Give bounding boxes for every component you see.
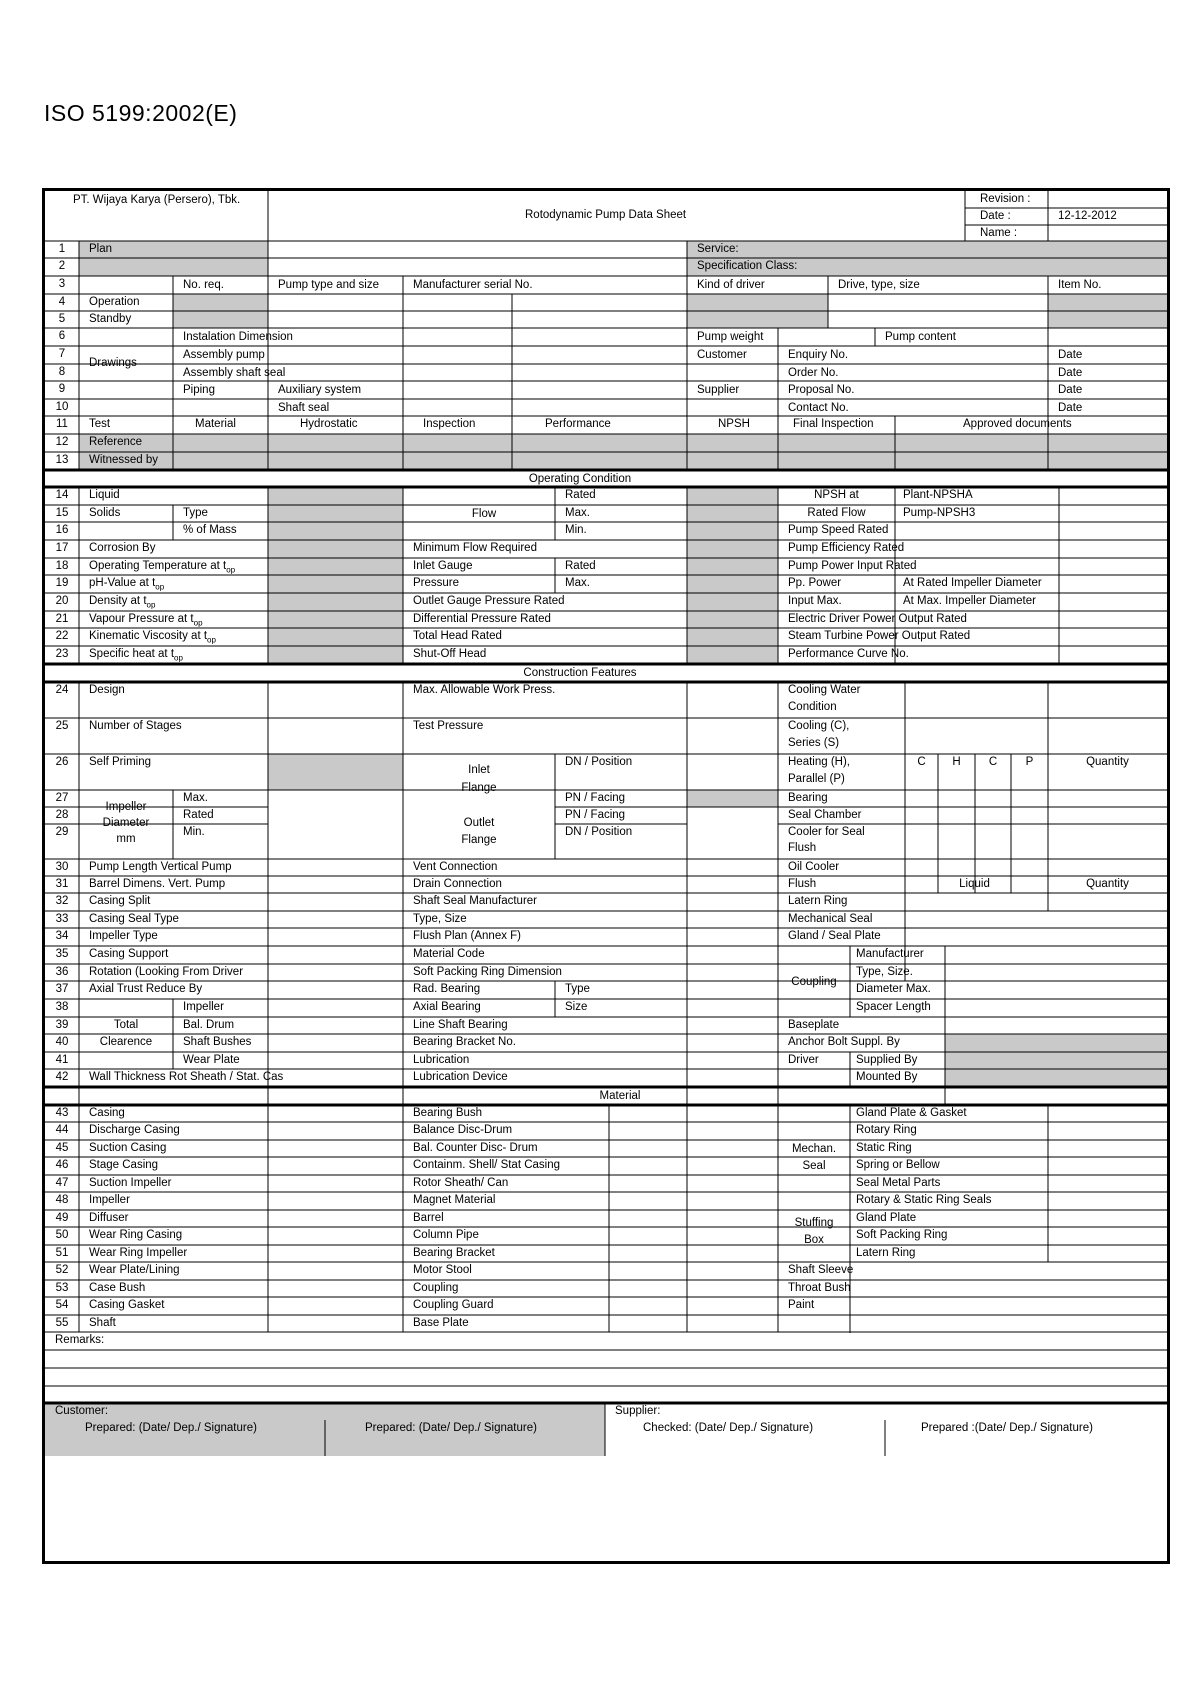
field-label: Material — [599, 1090, 641, 1102]
field-label: Service: — [697, 243, 739, 255]
field-label: Operation — [89, 296, 140, 308]
field-label: Piping — [183, 384, 215, 396]
field-label — [89, 559, 235, 577]
field-label: Steam Turbine Power Output Rated — [788, 630, 971, 642]
field-label: Wear Ring Impeller — [89, 1247, 188, 1259]
field-label: NPSH — [718, 418, 750, 430]
row-number: 48 — [55, 1194, 69, 1206]
field-label: Flush — [788, 842, 817, 854]
field-label: Mechanical Seal — [788, 913, 873, 925]
row-number: 39 — [55, 1019, 69, 1031]
shaded-cell — [79, 434, 1167, 470]
field-label: Box — [804, 1234, 824, 1246]
field-label: Hydrostatic — [300, 418, 358, 430]
field-label: Shaft seal — [278, 402, 330, 414]
row-number: 25 — [55, 720, 69, 732]
row-number: 51 — [55, 1247, 69, 1259]
label-text: Vapour Pressure at t — [89, 613, 194, 625]
field-label: Suction Impeller — [89, 1177, 172, 1189]
field-label: Pump-NPSH3 — [903, 507, 976, 519]
document-standard: ISO 5199:2002(E) — [44, 100, 238, 126]
field-label: Plan — [89, 243, 113, 255]
row-number: 44 — [55, 1124, 69, 1136]
field-label: Casing Support — [89, 948, 169, 960]
row-number: 33 — [55, 913, 69, 925]
shaded-cell — [687, 790, 778, 807]
field-label: Reference — [89, 436, 143, 448]
shaded-cell — [173, 294, 268, 328]
field-label: DN / Position — [565, 826, 633, 838]
field-label: Shut-Off Head — [413, 648, 487, 660]
field-label: H — [952, 756, 961, 768]
field-label: Vent Connection — [413, 861, 498, 873]
field-label: Contact No. — [788, 402, 849, 414]
row-number: 11 — [56, 418, 68, 430]
field-label: Differential Pressure Rated — [413, 613, 551, 625]
row-number: 49 — [55, 1212, 69, 1224]
field-label: Standby — [89, 313, 132, 325]
field-label: Flush — [788, 878, 817, 890]
field-label: Pump weight — [697, 331, 764, 343]
field-label: Cooling Water — [788, 684, 861, 696]
shaded-cell — [687, 487, 778, 664]
field-label: Pump content — [885, 331, 956, 343]
label-text: Density at t — [89, 595, 147, 607]
field-label: Assembly shaft seal — [183, 367, 286, 379]
field-label: Diameter — [102, 817, 150, 829]
field-label: NPSH at — [814, 489, 859, 501]
field-label: Wear Plate — [183, 1054, 240, 1066]
field-label: 12-12-2012 — [1058, 210, 1117, 222]
field-label: Type, Size — [413, 913, 467, 925]
field-label: Spacer Length — [856, 1001, 931, 1013]
field-label — [89, 576, 164, 594]
field-label: Plant-NPSHA — [903, 489, 973, 501]
field-label — [89, 647, 183, 665]
field-label: Clearence — [99, 1036, 153, 1048]
field-label: Min. — [565, 524, 587, 536]
field-label: Witnessed by — [89, 454, 159, 466]
field-label: Lubrication Device — [413, 1071, 508, 1083]
row-number: 18 — [55, 560, 69, 572]
row-number: 32 — [55, 895, 69, 907]
subscript-op: op — [193, 618, 203, 628]
row-number: 7 — [58, 348, 66, 360]
row-number: 21 — [55, 613, 69, 625]
field-label: Impeller — [183, 1001, 224, 1013]
shaded-cell — [945, 1034, 1167, 1087]
field-label: Rotary Ring — [856, 1124, 917, 1136]
field-label: Quantity — [1086, 756, 1129, 768]
row-number: 38 — [55, 1001, 69, 1013]
field-label: Impeller — [89, 1194, 130, 1206]
field-label: PT. Wijaya Karya (Persero), Tbk. — [73, 194, 241, 206]
field-label: Rated — [565, 489, 596, 501]
field-label: Max. — [565, 507, 590, 519]
field-label: Axial Bearing — [413, 1001, 481, 1013]
field-label: Static Ring — [856, 1142, 912, 1154]
row-number: 6 — [58, 330, 66, 342]
field-label: Mounted By — [856, 1071, 918, 1083]
field-label: Test — [89, 418, 111, 430]
field-label — [89, 629, 216, 647]
row-number: 52 — [55, 1264, 69, 1276]
field-label: Balance Disc-Drum — [413, 1124, 513, 1136]
row-number: 45 — [55, 1142, 69, 1154]
field-label: Type — [565, 983, 590, 995]
row-number: 9 — [58, 383, 66, 395]
row-number: 12 — [55, 436, 69, 448]
field-label: Bearing Bracket — [413, 1247, 495, 1259]
field-label: Electric Driver Power Output Rated — [788, 613, 967, 625]
field-label: Liquid — [959, 878, 990, 890]
field-label: Rated — [183, 809, 214, 821]
row-number: 30 — [55, 861, 69, 873]
field-label: Shaft Bushes — [183, 1036, 252, 1048]
field-label: Stage Casing — [89, 1159, 159, 1171]
field-label: Assembly pump — [183, 349, 265, 361]
row-number: 40 — [55, 1036, 69, 1048]
field-label: At Max. Impeller Diameter — [903, 595, 1036, 607]
field-label: Design — [89, 684, 125, 696]
field-label: Customer — [697, 349, 747, 361]
field-label: Instalation Dimension — [183, 331, 293, 343]
row-number: 14 — [55, 489, 69, 501]
field-label: Rated — [565, 560, 596, 572]
field-label: Cooler for Seal — [788, 826, 865, 838]
row-number: 8 — [58, 366, 66, 378]
field-label: Impeller — [105, 801, 147, 813]
row-number: 4 — [58, 296, 66, 308]
field-label: Discharge Casing — [89, 1124, 180, 1136]
field-label: Wall Thickness Rot Sheath / Stat. Cas — [89, 1071, 284, 1083]
row-number: 55 — [55, 1317, 69, 1329]
field-label: At Rated Impeller Diameter — [903, 577, 1042, 589]
field-label: Gland / Seal Plate — [788, 930, 881, 942]
row-number: 46 — [55, 1159, 69, 1171]
field-label: Material — [195, 418, 236, 430]
field-label: Quantity — [1086, 878, 1129, 890]
field-label: Prepared: (Date/ Dep./ Signature) — [85, 1422, 257, 1434]
field-label: Bearing Bracket No. — [413, 1036, 516, 1048]
field-label: Casing Seal Type — [89, 913, 179, 925]
field-label: Pressure — [413, 577, 460, 589]
row-number: 41 — [55, 1054, 69, 1066]
row-number: 54 — [55, 1299, 69, 1311]
field-label: Driver — [788, 1054, 819, 1066]
field-label: Casing Gasket — [89, 1299, 165, 1311]
field-label: Size — [565, 1001, 588, 1013]
field-label: % of Mass — [183, 524, 237, 536]
field-label: Max. — [183, 792, 208, 804]
field-label: Prepared :(Date/ Dep./ Signature) — [921, 1422, 1093, 1434]
row-number: 28 — [55, 809, 69, 821]
field-label: Stuffing — [794, 1217, 834, 1229]
row-number: 26 — [55, 756, 69, 768]
field-label: Flange — [461, 782, 497, 794]
field-label: Type — [183, 507, 208, 519]
field-label: Mechan. — [791, 1142, 837, 1155]
row-number: 3 — [58, 278, 66, 290]
field-label: Wear Ring Casing — [89, 1229, 183, 1241]
row-number: 50 — [55, 1229, 69, 1241]
field-label: Rotodynamic Pump Data Sheet — [525, 209, 687, 221]
shaded-cell — [268, 754, 403, 790]
field-label: Anchor Bolt Suppl. By — [788, 1036, 900, 1048]
row-number: 34 — [55, 930, 69, 942]
field-label: Coupling — [413, 1282, 459, 1294]
field-label: Item No. — [1058, 279, 1102, 291]
field-label: Parallel (P) — [788, 773, 845, 785]
row-number: 19 — [55, 577, 69, 589]
field-label: Max. — [565, 577, 590, 589]
field-label: Shaft Sleeve — [788, 1264, 854, 1276]
field-label: Operating Condition — [528, 473, 632, 485]
field-label: Containm. Shell/ Stat Casing — [413, 1159, 561, 1171]
field-label: Kind of driver — [697, 279, 765, 291]
field-label: Seal — [802, 1160, 826, 1172]
field-label: Manufacturer — [856, 948, 924, 960]
label-text: Specific heat at t — [89, 648, 175, 660]
field-label: DN / Position — [565, 756, 633, 768]
field-label: Suction Casing — [89, 1142, 167, 1154]
field-label: Flush Plan (Annex F) — [413, 930, 522, 942]
field-label: Revision : — [980, 193, 1031, 205]
field-label: Name : — [980, 227, 1018, 239]
field-label: Casing Split — [89, 895, 151, 907]
field-label: Total Head Rated — [413, 630, 502, 642]
field-label: Shaft Seal Manufacturer — [413, 895, 538, 907]
field-label: Supplied By — [856, 1054, 918, 1066]
field-label: Specification Class: — [697, 260, 798, 272]
field-label: Case Bush — [89, 1282, 146, 1294]
subscript-op: op — [207, 635, 216, 645]
field-label: Bearing Bush — [413, 1107, 483, 1119]
field-label: Pump Length Vertical Pump — [89, 861, 232, 873]
shaded-cell — [268, 487, 403, 664]
row-number: 29 — [55, 826, 69, 838]
field-label: Auxiliary system — [278, 384, 362, 396]
field-label: Gland Plate & Gasket — [856, 1107, 967, 1119]
field-label: Coupling — [791, 975, 837, 988]
field-label: Pump Power Input Rated — [788, 560, 917, 572]
field-label: Rotor Sheath/ Can — [413, 1177, 509, 1189]
row-number: 16 — [55, 524, 69, 536]
field-label: Drain Connection — [413, 878, 502, 890]
subscript-op: op — [146, 600, 156, 610]
field-label: Line Shaft Bearing — [413, 1019, 508, 1031]
field-label: Input Max. — [788, 595, 842, 607]
field-label: Diffuser — [89, 1212, 129, 1224]
field-label: Latern Ring — [788, 895, 848, 907]
label-text: Kinematic Viscosity at t — [89, 630, 208, 642]
field-label: Self Priming — [89, 756, 151, 768]
subscript-op: op — [226, 565, 236, 575]
field-label: Soft Packing Ring — [856, 1229, 948, 1241]
field-label: Manufacturer serial No. — [413, 279, 533, 291]
field-label: Seal Metal Parts — [856, 1177, 941, 1189]
row-number: 22 — [55, 630, 69, 642]
row-number: 37 — [55, 983, 69, 995]
field-label: PN / Facing — [565, 809, 626, 821]
field-label: Date — [1058, 349, 1083, 361]
subscript-op: op — [174, 653, 183, 663]
field-label: Condition — [788, 701, 837, 713]
field-label: Barrel Dimens. Vert. Pump — [89, 878, 226, 890]
field-label: Drive, type, size — [838, 279, 920, 291]
field-label: Diameter Max. — [856, 983, 931, 995]
field-label: Pump type and size — [278, 279, 380, 291]
row-number: 20 — [55, 595, 69, 607]
field-label: Date : — [980, 210, 1011, 222]
field-label: Bearing — [788, 792, 828, 804]
field-label: Impeller Type — [89, 930, 158, 942]
field-label: Throat Bush — [788, 1282, 851, 1294]
field-label: Spring or Bellow — [856, 1159, 940, 1171]
field-label: Rated Flow — [807, 507, 866, 519]
field-label: Shaft — [89, 1317, 116, 1329]
field-label: Type, Size. — [856, 966, 913, 978]
field-label: Bal. Counter Disc- Drum — [413, 1142, 538, 1154]
field-label: Supplier: — [615, 1405, 661, 1417]
field-label: Proposal No. — [788, 384, 855, 396]
field-label: Performance Curve No. — [788, 648, 909, 660]
row-number: 5 — [58, 313, 66, 325]
row-number: 43 — [55, 1107, 69, 1119]
field-label: Max. Allowable Work Press. — [413, 684, 556, 696]
field-label: Outlet Gauge Pressure Rated — [413, 595, 565, 607]
row-number: 13 — [55, 454, 69, 466]
field-label: Final Inspection — [793, 418, 874, 430]
field-label: Test Pressure — [413, 720, 484, 732]
shaded-cell — [687, 294, 828, 328]
row-number: 24 — [55, 684, 69, 696]
field-label: Paint — [788, 1299, 815, 1311]
field-label: No. req. — [183, 279, 224, 291]
field-label: Customer: — [55, 1405, 109, 1417]
field-label: Axial Trust Reduce By — [89, 983, 203, 995]
field-label: Date — [1058, 384, 1083, 396]
field-label: Approved documents — [963, 418, 1072, 430]
field-label — [89, 594, 155, 612]
field-label: Cooling (C), — [788, 720, 850, 732]
row-number: 47 — [55, 1177, 69, 1189]
field-label: Inlet Gauge — [413, 560, 473, 572]
field-label: Inspection — [423, 418, 476, 430]
field-label: Gland Plate — [856, 1212, 917, 1224]
field-label: Pp. Power — [788, 577, 842, 589]
field-label: Casing — [89, 1107, 125, 1119]
field-label: P — [1025, 756, 1034, 768]
field-label: Supplier — [697, 384, 740, 396]
field-label: Construction Features — [523, 667, 637, 679]
field-label: Wear Plate/Lining — [89, 1264, 180, 1276]
field-label: Order No. — [788, 367, 839, 379]
field-label: Magnet Material — [413, 1194, 496, 1206]
field-label: Bal. Drum — [183, 1019, 235, 1031]
field-label: Motor Stool — [413, 1264, 472, 1276]
field-label: Total — [113, 1019, 139, 1031]
row-number: 27 — [55, 792, 69, 804]
label-text: pH-Value at t — [89, 577, 156, 589]
field-label: Flow — [471, 507, 497, 520]
field-label: Minimum Flow Required — [413, 542, 537, 554]
field-label: Lubrication — [413, 1054, 470, 1066]
row-number: 36 — [55, 966, 69, 978]
field-label: Drawings — [89, 357, 137, 369]
field-label: Material Code — [413, 948, 485, 960]
field-label: Baseplate — [788, 1019, 840, 1031]
field-label: Pump Efficiency Rated — [788, 542, 905, 554]
field-label: Checked: (Date/ Dep./ Signature) — [643, 1422, 814, 1434]
field-label: Solids — [89, 507, 121, 519]
field-label: Date — [1058, 402, 1083, 414]
row-number: 1 — [58, 243, 66, 255]
row-number: 35 — [55, 948, 69, 960]
field-label: Enquiry No. — [788, 349, 849, 361]
field-label: C — [917, 756, 926, 768]
field-label: C — [988, 756, 998, 768]
field-label: Oil Cooler — [788, 861, 840, 873]
field-label: Rotary & Static Ring Seals — [856, 1194, 992, 1206]
row-number: 10 — [55, 401, 69, 413]
field-label — [89, 612, 203, 630]
field-label: Column Pipe — [413, 1229, 479, 1241]
field-label: Barrel — [413, 1212, 444, 1224]
row-number: 2 — [58, 260, 66, 272]
field-label: Heating (H), — [788, 756, 850, 768]
field-label: Flange — [461, 834, 497, 846]
label-text: Operating Temperature at t — [89, 560, 227, 572]
field-label: Prepared: (Date/ Dep./ Signature) — [365, 1422, 537, 1434]
field-label: Latern Ring — [856, 1247, 916, 1259]
row-number: 53 — [55, 1282, 69, 1294]
field-label: Base Plate — [413, 1317, 469, 1329]
field-label: Corrosion By — [89, 542, 156, 554]
field-label: PN / Facing — [565, 792, 626, 804]
field-label: Number of Stages — [89, 720, 182, 732]
field-label: Liquid — [89, 489, 120, 501]
field-label: Soft Packing Ring Dimension — [413, 966, 562, 978]
field-label: Inlet — [468, 764, 490, 776]
row-number: 42 — [55, 1071, 69, 1083]
field-label: Remarks: — [55, 1334, 105, 1346]
field-label: Series (S) — [788, 737, 840, 749]
row-number: 23 — [55, 648, 69, 660]
field-label: Seal Chamber — [788, 809, 862, 821]
field-label: Outlet — [463, 817, 495, 829]
field-label: mm — [116, 833, 136, 845]
field-label: Coupling Guard — [413, 1299, 494, 1311]
field-label: Rotation (Looking From Driver — [89, 966, 244, 978]
shaded-cell — [1048, 294, 1167, 328]
row-number: 17 — [55, 542, 69, 554]
field-label: Date — [1058, 367, 1083, 379]
row-number: 15 — [55, 507, 69, 519]
subscript-op: op — [155, 582, 165, 592]
field-label: Performance — [545, 418, 611, 430]
field-label: Min. — [183, 826, 205, 838]
row-number: 31 — [55, 878, 69, 890]
field-label: Pump Speed Rated — [788, 524, 889, 536]
field-label: Rad. Bearing — [413, 983, 481, 995]
pump-data-sheet — [42, 188, 1170, 1564]
